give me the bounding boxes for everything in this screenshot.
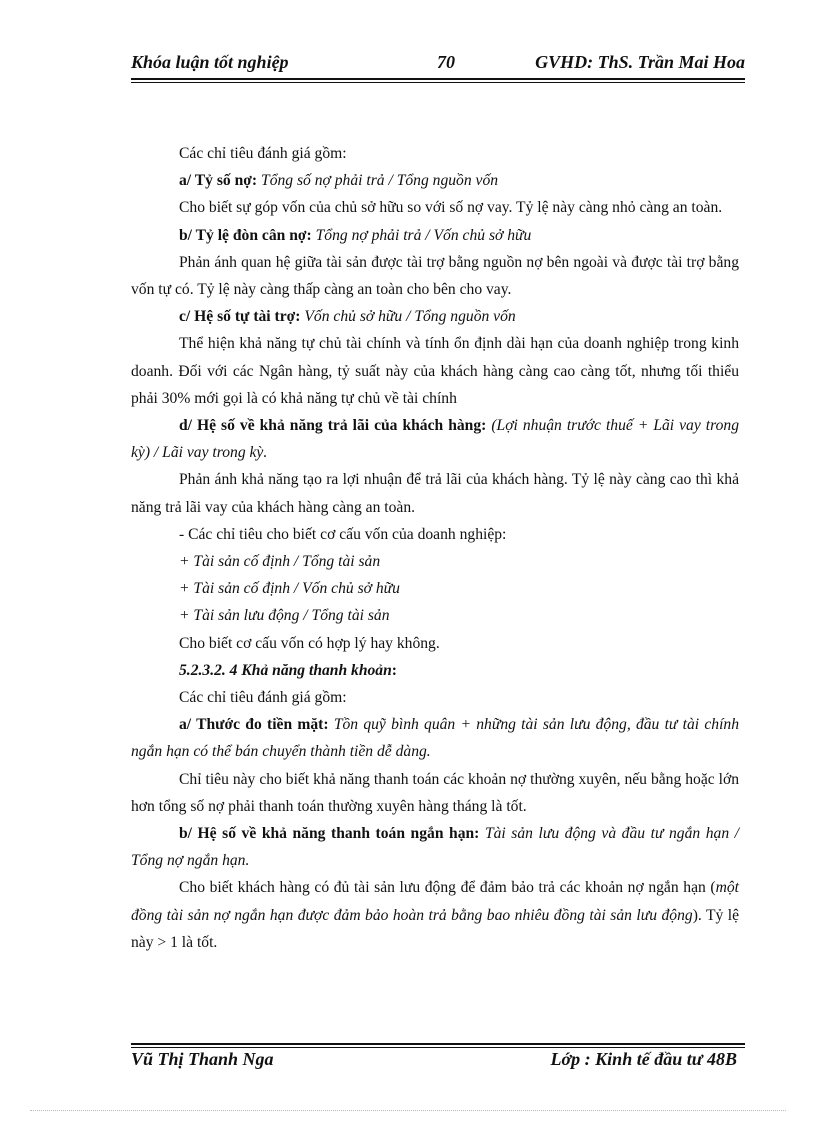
- current-ratio-desc-end: ). Tỷ lệ này > 1 là tốt.: [131, 906, 739, 951]
- footer-rule-thin: [131, 1047, 745, 1048]
- document-body: [131, 140, 739, 956]
- current-ratio-formula: Tài sản lưu động và đầu tư ngắn hạn / Tổng nợ ngắn hạn.: [131, 825, 739, 870]
- current-ratio-desc-start: Cho biết khách hàng có đủ tài sản lưu động để đảm bảo trả các khoản nợ ngắn hạn (: [179, 879, 716, 897]
- header-thesis-title: Khóa luận tốt nghiệp: [131, 52, 289, 72]
- interest-coverage-label: d/ Hệ số về khả năng trả lãi của khách hàng:: [179, 417, 487, 435]
- header-supervisor: GVHD: ThS. Trần Mai Hoa: [535, 52, 745, 72]
- cash-measure-desc: Chỉ tiêu này cho biết khả năng thanh toán các khoản nợ thường xuyên, nếu bằng hoặc lớn hơn tổng số nợ phải thanh toán thường xuyên hàng tháng là tốt.: [131, 770, 739, 815]
- debt-ratio-desc: Cho biết sự góp vốn của chủ sở hữu so với số nợ vay. Tỷ lệ này càng nhỏ càng an toàn.: [179, 199, 723, 217]
- footer-author: Vũ Thị Thanh Nga: [131, 1049, 274, 1069]
- cash-measure-label: a/ Thước đo tiền mặt:: [179, 716, 329, 734]
- leverage-ratio-label: b/ Tỷ lệ đòn cân nợ:: [179, 226, 312, 244]
- structure-desc: Cho biết cơ cấu vốn có hợp lý hay không.: [179, 634, 440, 652]
- header-page-number: 70: [437, 52, 455, 72]
- leverage-ratio-line: [131, 222, 739, 249]
- debt-ratio-label: a/ Tỷ số nợ:: [179, 172, 258, 190]
- current-ratio-desc: [131, 874, 739, 956]
- cash-measure-line: [131, 711, 739, 765]
- current-ratio-line: [131, 820, 739, 874]
- interest-coverage-formula: (Lợi nhuận trước thuế + Lãi vay trong kỳ) / Lãi vay trong kỳ.: [131, 417, 739, 462]
- structure-item: + Tài sản cố định / Tổng tài sản: [179, 553, 381, 571]
- page-bottom-divider: [30, 1110, 786, 1111]
- footer-rule-thick: [131, 1043, 745, 1045]
- leverage-ratio-formula: Tổng nợ phải trả / Vốn chủ sở hữu: [315, 226, 532, 244]
- section-colon: :: [391, 661, 397, 679]
- section-heading: [131, 657, 739, 684]
- cash-measure-formula: Tồn quỹ bình quân + những tài sản lưu động, đầu tư tài chính ngắn hạn có thể bán chuyển thành tiền dễ dàng.: [131, 716, 740, 761]
- current-ratio-label: b/ Hệ số về khả năng thanh toán ngắn hạn:: [179, 825, 480, 843]
- criteria-intro: Các chỉ tiêu đánh giá gồm:: [179, 145, 347, 162]
- structure-intro: - Các chỉ tiêu cho biết cơ cấu vốn của doanh nghiệp:: [179, 525, 507, 543]
- self-financing-label: c/ Hệ số tự tài trợ:: [179, 308, 301, 326]
- current-ratio-desc-italic: một đồng tài sản nợ ngắn hạn được đảm bảo hoàn trả bằng bao nhiêu đồng tài sản lưu động: [131, 879, 739, 924]
- interest-coverage-desc: Phản ánh khả năng tạo ra lợi nhuận để trả lãi của khách hàng. Tỷ lệ này càng cao thì khả năng trả lãi vay của khách hàng càng an toàn.: [131, 471, 739, 516]
- footer-class: Lớp : Kinh tế đầu tư 48B: [550, 1049, 737, 1069]
- header-rule-thin: [131, 82, 745, 83]
- interest-coverage-line: [131, 412, 739, 466]
- section-title: 5.2.3.2. 4 Khả năng thanh khoản: [179, 661, 392, 679]
- leverage-ratio-desc: Phản ánh quan hệ giữa tài sản được tài trợ bằng nguồn nợ bên ngoài và được tài trợ bằng vốn tự có. Tỷ lệ này càng thấp càng an toàn cho bên cho vay.: [131, 253, 739, 299]
- debt-ratio-formula: Tổng số nợ phải trả / Tổng nguồn vốn: [261, 172, 499, 190]
- structure-item: + Tài sản lưu động / Tổng tài sản: [179, 607, 390, 625]
- debt-ratio-line: [131, 167, 739, 194]
- criteria-intro-2: Các chỉ tiêu đánh giá gồm:: [179, 689, 347, 707]
- page-footer: [131, 1049, 745, 1075]
- structure-item: + Tài sản cố định / Vốn chủ sở hữu: [179, 580, 400, 598]
- self-financing-desc: Thể hiện khả năng tự chủ tài chính và tính ổn định dài hạn của doanh nghiệp trong kinh doanh. Đối với các Ngân hàng, tỷ suất này của khách hàng càng cao càng tốt, nhưng tối thiểu phải 30% mới gọi là có khả năng tự chủ về tài chính: [131, 335, 739, 407]
- self-financing-formula: Vốn chủ sở hữu / Tổng nguồn vốn: [304, 308, 516, 326]
- header-rule-thick: [131, 78, 745, 80]
- self-financing-line: [131, 303, 739, 330]
- page-header: [131, 52, 745, 78]
